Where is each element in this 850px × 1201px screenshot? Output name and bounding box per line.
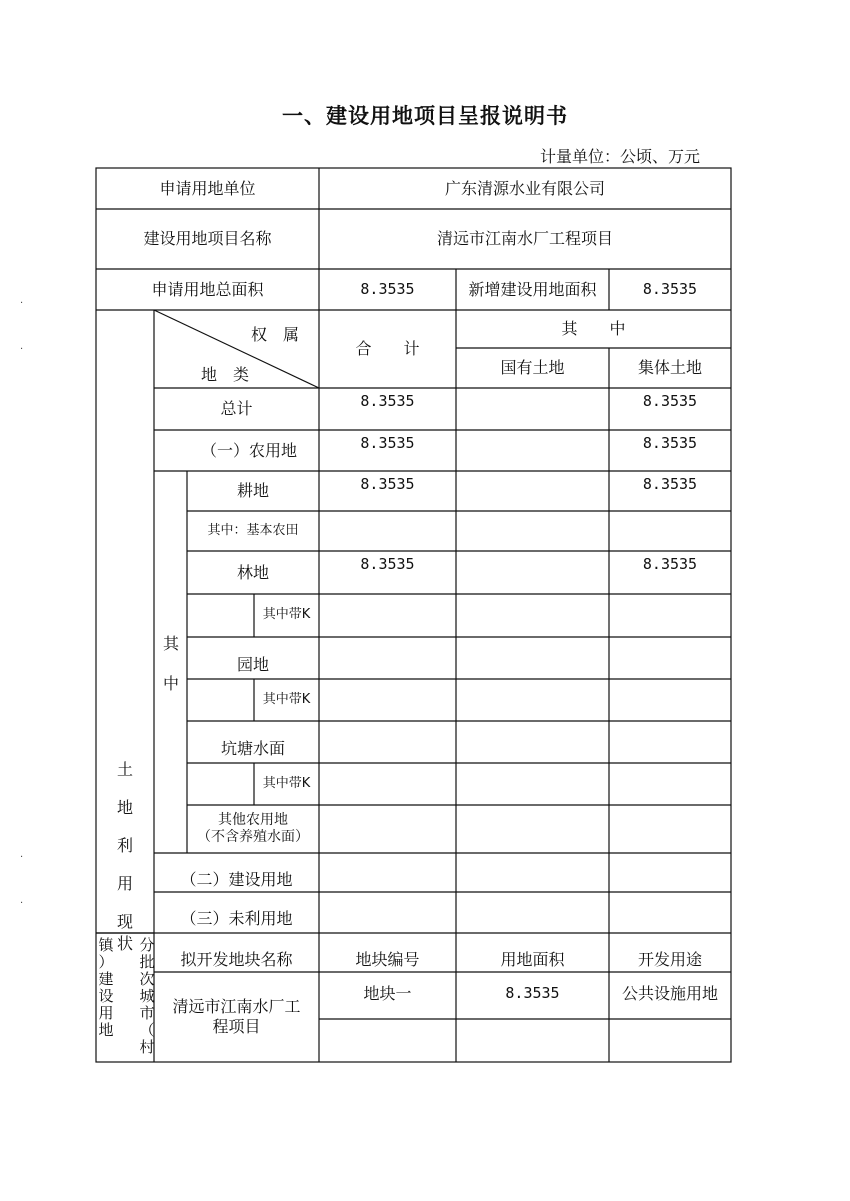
row-construction-label: （二）建设用地 xyxy=(180,870,293,889)
side-char: 镇 xyxy=(98,936,114,954)
row-total-collective: 8.3535 xyxy=(642,392,698,410)
new-area-value: 8.3535 xyxy=(642,280,698,299)
header-of-which: 其 中 xyxy=(561,319,626,338)
project-label: 建设用地项目名称 xyxy=(143,229,272,248)
applicant-label: 申请用地单位 xyxy=(159,178,256,198)
side-char: 地 xyxy=(98,1021,114,1039)
row-pond-label: 坑塘水面 xyxy=(220,739,285,758)
row-other-farm-label-line2: （不含养殖水面） xyxy=(197,829,309,845)
row-farm-label: （一）农用地 xyxy=(200,440,297,460)
scan-speck: · xyxy=(20,852,24,863)
parcel-header-area: 用地面积 xyxy=(500,950,565,969)
scan-speck: · xyxy=(20,344,24,355)
page-title: 一、建设用地项目呈报说明书 xyxy=(282,104,568,128)
parcel-header-name: 拟开发地块名称 xyxy=(180,950,293,969)
parcel-code: 地块一 xyxy=(363,984,412,1003)
header-ownership: 权 属 xyxy=(250,325,299,344)
header-collective: 集体土地 xyxy=(637,358,702,377)
side-char: 村 xyxy=(139,1038,155,1056)
row-forest-label: 林地 xyxy=(236,562,269,582)
row-arable-label: 耕地 xyxy=(236,481,269,500)
parcel-name: 清远市江南水厂工程项目 xyxy=(172,997,301,1036)
applicant-value: 广东清源水业有限公司 xyxy=(444,178,605,198)
parcel-usage: 公共设施用地 xyxy=(621,984,718,1003)
row-arable-total: 8.3535 xyxy=(360,475,415,493)
side-char: 其 xyxy=(162,634,179,653)
total-area-label: 申请用地总面积 xyxy=(151,279,264,299)
side-char: 用 xyxy=(116,874,133,893)
parcel-area: 8.3535 xyxy=(505,984,560,1002)
side-char: 土 xyxy=(116,760,133,779)
project-value: 清远市江南水厂工程项目 xyxy=(436,229,613,248)
row-farm-total: 8.3535 xyxy=(360,434,415,452)
header-state-owned: 国有土地 xyxy=(500,358,565,377)
row-total-label: 总计 xyxy=(220,399,253,418)
row-other-farm-label-line1: 其他农用地 xyxy=(218,811,288,828)
row-forest-collective: 8.3535 xyxy=(642,555,698,573)
scan-speck: · xyxy=(20,898,24,909)
total-area-value: 8.3535 xyxy=(360,280,415,299)
row-pond-k-label: 其中带K xyxy=(262,775,311,791)
side-char: 现 xyxy=(116,912,133,931)
side-label-land-use xyxy=(115,762,135,958)
row-garden-label: 园地 xyxy=(236,655,269,674)
side-char: 设 xyxy=(98,987,114,1005)
row-farm-collective: 8.3535 xyxy=(642,434,698,452)
row-garden-k-label: 其中带K xyxy=(262,691,311,707)
side-char: 分 xyxy=(139,936,155,954)
side-char: 地 xyxy=(116,798,133,817)
header-total: 合 计 xyxy=(355,339,420,358)
side-char: ） xyxy=(98,953,114,971)
side-char: 用 xyxy=(98,1004,114,1022)
side-char: 中 xyxy=(162,674,179,693)
row-unused-label: （三）未利用地 xyxy=(180,909,293,928)
row-total-total: 8.3535 xyxy=(360,392,415,410)
row-forest-k-label: 其中带K xyxy=(262,607,311,623)
side-label-qizhong xyxy=(161,636,181,696)
row-forest-state xyxy=(456,551,609,594)
new-area-label: 新增建设用地面积 xyxy=(468,279,597,299)
header-land-type: 地 类 xyxy=(200,365,249,384)
unit-label: 计量单位：公顷、万元 xyxy=(539,147,700,166)
row-other-farm-label xyxy=(187,805,319,853)
row-arable-collective: 8.3535 xyxy=(642,475,698,493)
side-char: 市 xyxy=(139,1004,155,1022)
side-char: 批 xyxy=(139,953,155,971)
scan-speck: · xyxy=(20,298,24,309)
side-label-batch-b xyxy=(96,938,116,1040)
row-forest-total: 8.3535 xyxy=(360,555,415,573)
parcel-header-usage: 开发用途 xyxy=(637,950,702,969)
side-char: 建 xyxy=(98,970,114,988)
side-char: 利 xyxy=(116,836,133,855)
side-char: 状 xyxy=(116,934,133,953)
row-farm-state xyxy=(456,430,609,471)
side-char: 城 xyxy=(139,987,155,1005)
row-total-state xyxy=(456,388,609,430)
side-char: 次 xyxy=(139,970,155,988)
parcel-header-code: 地块编号 xyxy=(355,950,420,969)
row-arable-state xyxy=(456,471,609,511)
row-basic-farmland-label: 其中：基本农田 xyxy=(207,522,299,538)
side-char: （ xyxy=(139,1021,155,1039)
